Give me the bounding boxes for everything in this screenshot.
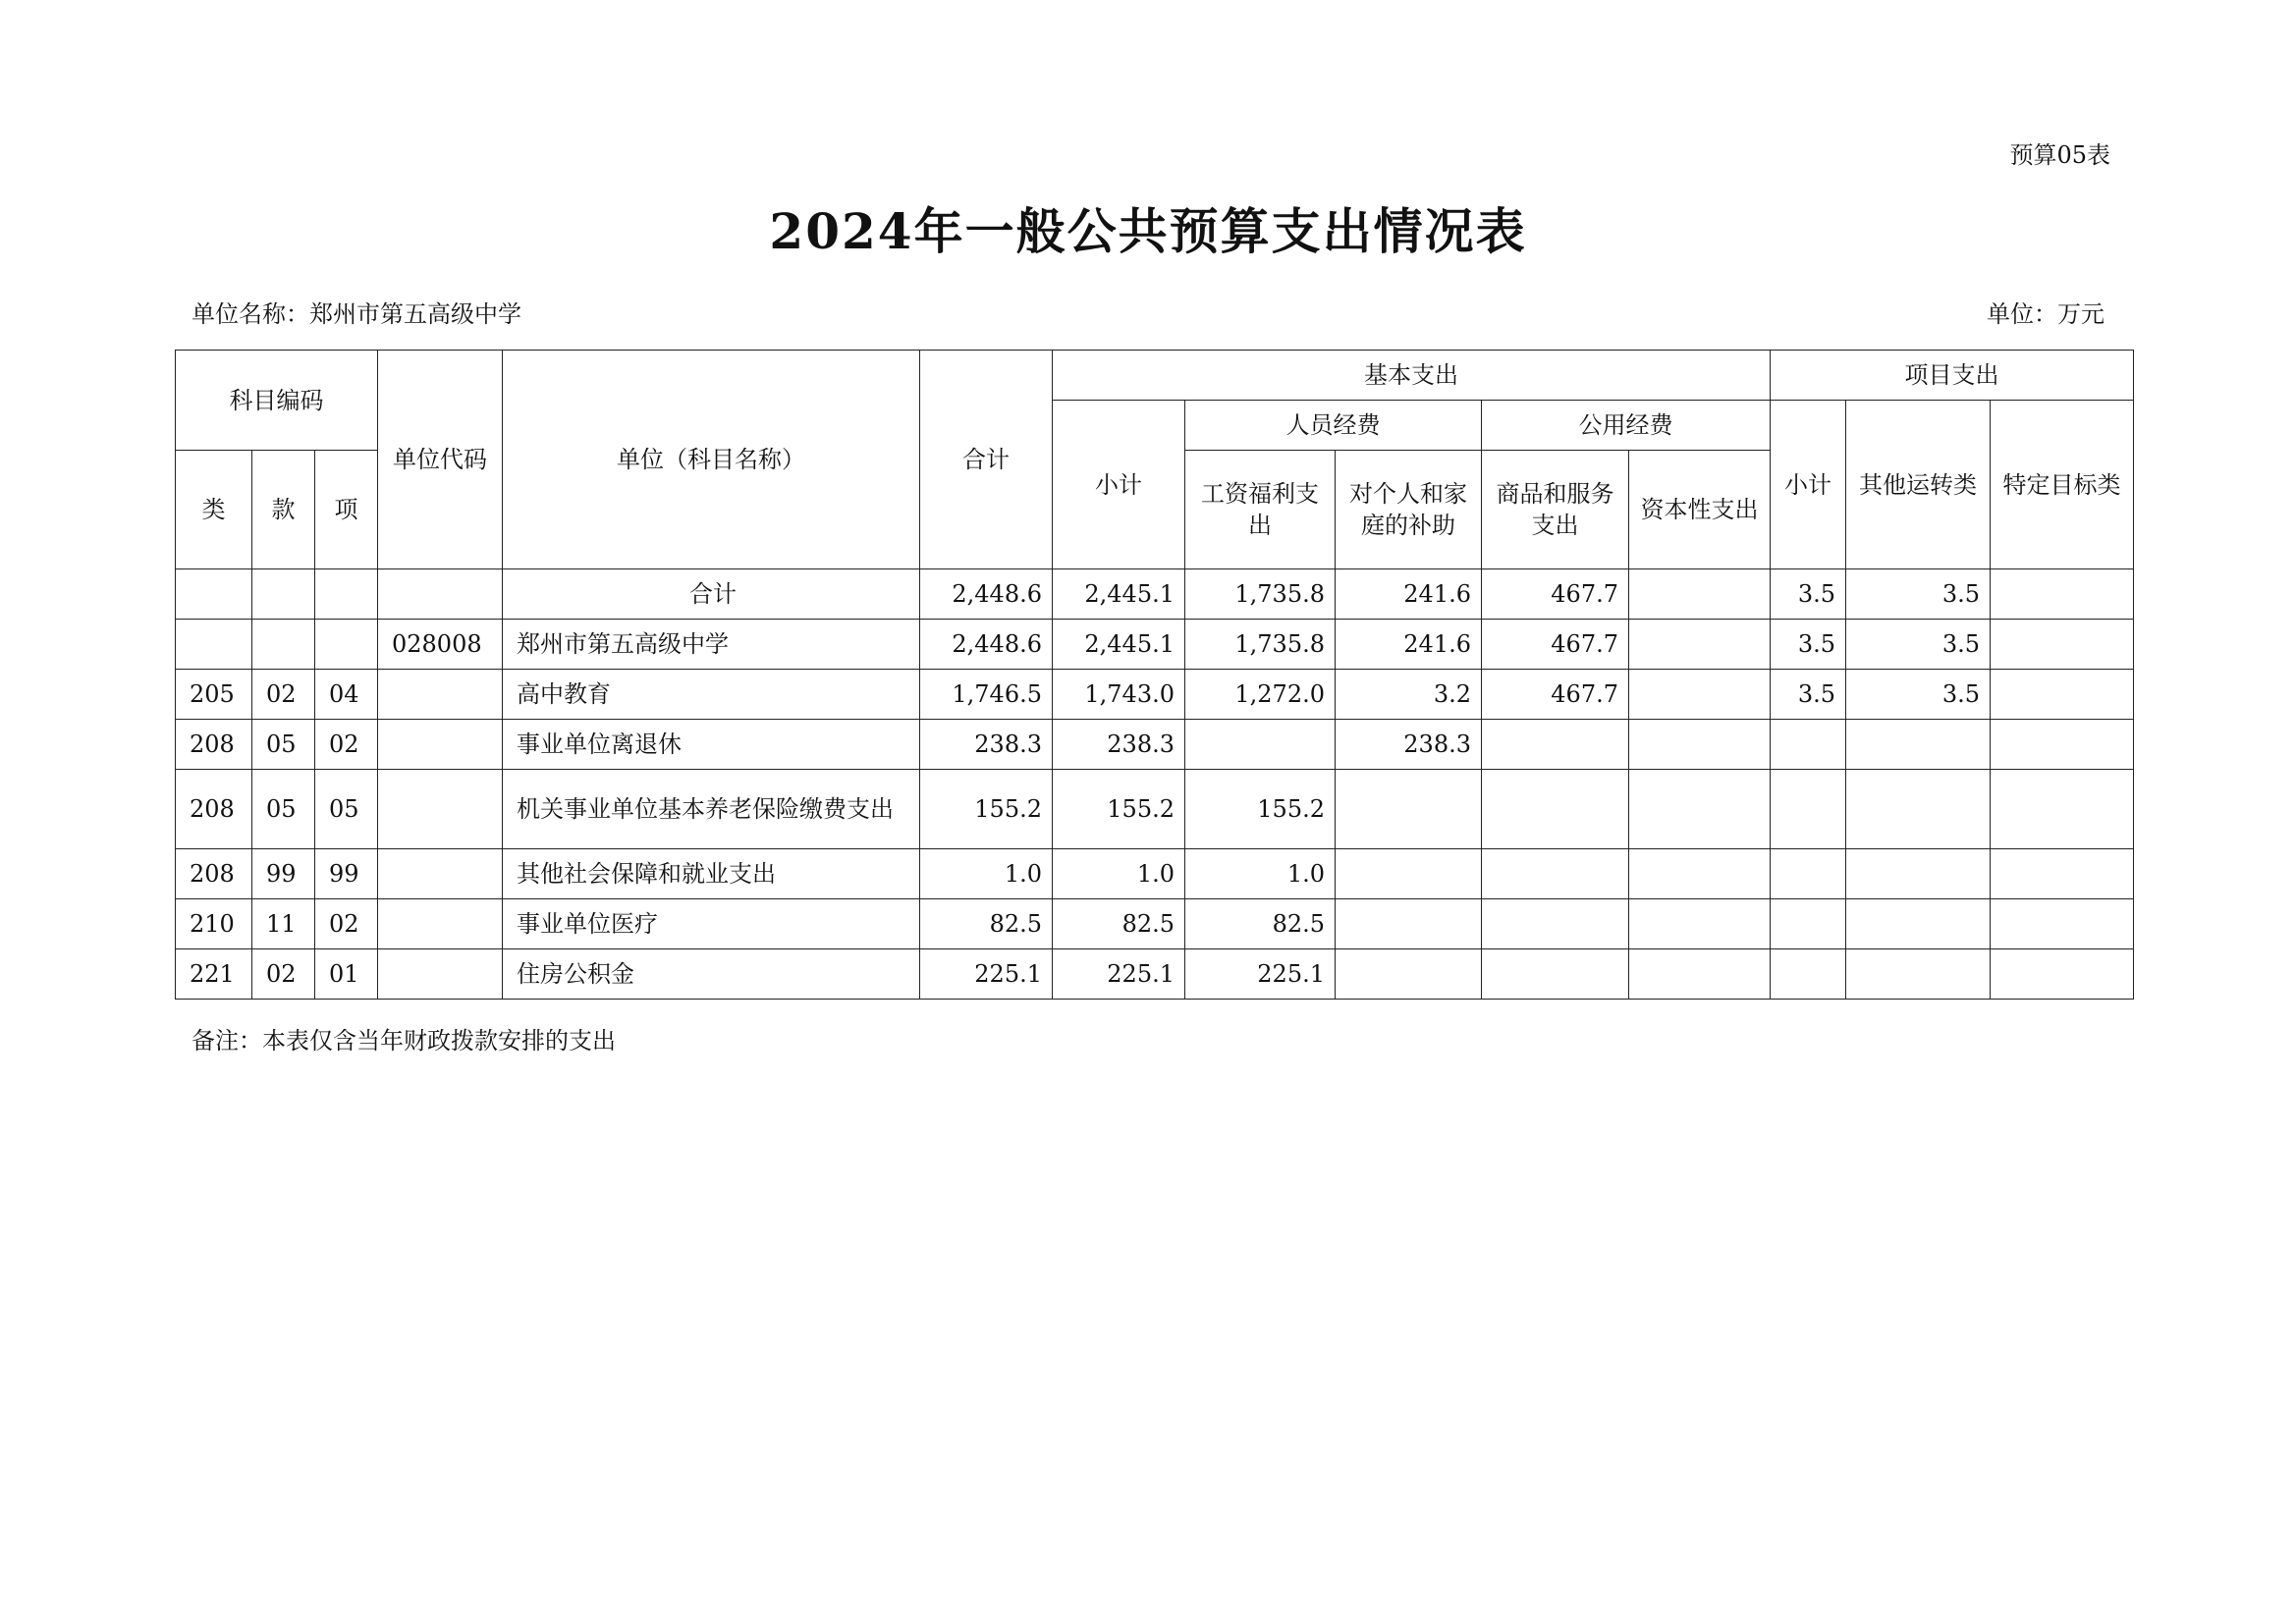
cell-capital xyxy=(1629,569,1771,620)
cell-project-subtotal: 3.5 xyxy=(1771,569,1846,620)
cell-other-operation: 3.5 xyxy=(1846,670,1991,720)
cell-other-operation xyxy=(1846,849,1991,899)
cell-kuan xyxy=(252,569,315,620)
cell-specific-target xyxy=(1991,899,2134,949)
cell-xiang: 02 xyxy=(315,899,378,949)
header-public-funds: 公用经费 xyxy=(1482,401,1771,451)
cell-basic-subtotal: 225.1 xyxy=(1053,949,1185,1000)
cell-salary: 1,735.8 xyxy=(1185,569,1336,620)
cell-total: 82.5 xyxy=(920,899,1053,949)
cell-goods: 467.7 xyxy=(1482,620,1629,670)
cell-unit-code xyxy=(378,849,503,899)
header-subject-code: 科目编码 xyxy=(176,351,378,451)
cell-name: 高中教育 xyxy=(503,670,920,720)
footnote: 备注：本表仅含当年财政拨款安排的支出 xyxy=(191,1027,616,1055)
cell-lei: 208 xyxy=(176,720,252,770)
header-basic-subtotal: 小计 xyxy=(1053,401,1185,569)
table-row xyxy=(176,949,2134,1000)
cell-lei: 210 xyxy=(176,899,252,949)
header-project-expense: 项目支出 xyxy=(1771,351,2134,401)
cell-other-operation xyxy=(1846,899,1991,949)
cell-goods xyxy=(1482,949,1629,1000)
cell-unit-code xyxy=(378,720,503,770)
header-salary-welfare: 工资福利支出 xyxy=(1185,451,1336,569)
cell-xiang: 01 xyxy=(315,949,378,1000)
cell-capital xyxy=(1629,620,1771,670)
cell-capital xyxy=(1629,849,1771,899)
table-row xyxy=(176,670,2134,720)
header-individual-family-subsidy: 对个人和家庭的补助 xyxy=(1336,451,1482,569)
cell-salary: 1,735.8 xyxy=(1185,620,1336,670)
cell-name: 事业单位医疗 xyxy=(503,899,920,949)
cell-kuan: 02 xyxy=(252,670,315,720)
cell-xiang: 99 xyxy=(315,849,378,899)
cell-other-operation: 3.5 xyxy=(1846,569,1991,620)
header-total: 合计 xyxy=(920,351,1053,569)
cell-kuan: 99 xyxy=(252,849,315,899)
cell-subsidy xyxy=(1336,899,1482,949)
cell-specific-target xyxy=(1991,569,2134,620)
header-project-subtotal: 小计 xyxy=(1771,401,1846,569)
table-row xyxy=(176,849,2134,899)
cell-total: 1,746.5 xyxy=(920,670,1053,720)
table-row xyxy=(176,720,2134,770)
cell-salary: 1.0 xyxy=(1185,849,1336,899)
cell-basic-subtotal: 2,445.1 xyxy=(1053,569,1185,620)
header-unit-code: 单位代码 xyxy=(378,351,503,569)
cell-lei: 221 xyxy=(176,949,252,1000)
table-row xyxy=(176,899,2134,949)
cell-lei: 208 xyxy=(176,770,252,849)
cell-name: 事业单位离退休 xyxy=(503,720,920,770)
cell-other-operation xyxy=(1846,770,1991,849)
cell-other-operation xyxy=(1846,720,1991,770)
cell-goods xyxy=(1482,899,1629,949)
cell-goods: 467.7 xyxy=(1482,670,1629,720)
cell-total: 1.0 xyxy=(920,849,1053,899)
cell-kuan: 02 xyxy=(252,949,315,1000)
cell-unit-code xyxy=(378,569,503,620)
cell-goods xyxy=(1482,849,1629,899)
cell-kuan: 05 xyxy=(252,770,315,849)
cell-basic-subtotal: 1,743.0 xyxy=(1053,670,1185,720)
cell-lei: 208 xyxy=(176,849,252,899)
cell-salary xyxy=(1185,720,1336,770)
cell-kuan: 05 xyxy=(252,720,315,770)
cell-project-subtotal: 3.5 xyxy=(1771,670,1846,720)
header-other-operation: 其他运转类 xyxy=(1846,401,1991,569)
cell-name: 合计 xyxy=(503,569,920,620)
cell-other-operation: 3.5 xyxy=(1846,620,1991,670)
cell-kuan xyxy=(252,620,315,670)
cell-project-subtotal xyxy=(1771,849,1846,899)
header-personnel: 人员经费 xyxy=(1185,401,1482,451)
cell-subsidy: 241.6 xyxy=(1336,569,1482,620)
cell-name: 住房公积金 xyxy=(503,949,920,1000)
cell-specific-target xyxy=(1991,849,2134,899)
cell-other-operation xyxy=(1846,949,1991,1000)
cell-salary: 82.5 xyxy=(1185,899,1336,949)
cell-unit-code: 028008 xyxy=(378,620,503,670)
cell-lei xyxy=(176,569,252,620)
budget-expenditure-table xyxy=(175,350,2134,1000)
cell-unit-code xyxy=(378,899,503,949)
cell-total: 155.2 xyxy=(920,770,1053,849)
cell-capital xyxy=(1629,949,1771,1000)
table-row xyxy=(176,620,2134,670)
cell-subsidy: 3.2 xyxy=(1336,670,1482,720)
cell-kuan: 11 xyxy=(252,899,315,949)
cell-project-subtotal: 3.5 xyxy=(1771,620,1846,670)
cell-basic-subtotal: 2,445.1 xyxy=(1053,620,1185,670)
header-specific-target: 特定目标类 xyxy=(1991,401,2134,569)
cell-total: 238.3 xyxy=(920,720,1053,770)
cell-specific-target xyxy=(1991,949,2134,1000)
cell-basic-subtotal: 1.0 xyxy=(1053,849,1185,899)
header-lei: 类 xyxy=(176,451,252,569)
cell-subsidy: 238.3 xyxy=(1336,720,1482,770)
header-unit-subject-name: 单位（科目名称） xyxy=(503,351,920,569)
header-xiang: 项 xyxy=(315,451,378,569)
cell-specific-target xyxy=(1991,770,2134,849)
header-capital: 资本性支出 xyxy=(1629,451,1771,569)
cell-specific-target xyxy=(1991,670,2134,720)
cell-capital xyxy=(1629,720,1771,770)
cell-lei xyxy=(176,620,252,670)
cell-xiang: 02 xyxy=(315,720,378,770)
header-basic-expense: 基本支出 xyxy=(1053,351,1771,401)
cell-goods xyxy=(1482,720,1629,770)
cell-goods: 467.7 xyxy=(1482,569,1629,620)
unit-measure-label: 单位：万元 xyxy=(1987,300,2105,328)
header-kuan: 款 xyxy=(252,451,315,569)
cell-basic-subtotal: 155.2 xyxy=(1053,770,1185,849)
cell-unit-code xyxy=(378,670,503,720)
cell-capital xyxy=(1629,899,1771,949)
cell-specific-target xyxy=(1991,620,2134,670)
cell-total: 225.1 xyxy=(920,949,1053,1000)
cell-name: 郑州市第五高级中学 xyxy=(503,620,920,670)
cell-salary: 225.1 xyxy=(1185,949,1336,1000)
cell-name: 其他社会保障和就业支出 xyxy=(503,849,920,899)
table-row xyxy=(176,770,2134,849)
cell-unit-code xyxy=(378,770,503,849)
header-goods-services: 商品和服务支出 xyxy=(1482,451,1629,569)
page-title: 2024年一般公共预算支出情况表 xyxy=(769,202,1527,260)
cell-subsidy xyxy=(1336,849,1482,899)
cell-goods xyxy=(1482,770,1629,849)
cell-specific-target xyxy=(1991,720,2134,770)
cell-salary: 1,272.0 xyxy=(1185,670,1336,720)
cell-project-subtotal xyxy=(1771,720,1846,770)
cell-subsidy: 241.6 xyxy=(1336,620,1482,670)
cell-xiang: 04 xyxy=(315,670,378,720)
cell-subsidy xyxy=(1336,770,1482,849)
cell-xiang xyxy=(315,620,378,670)
cell-xiang: 05 xyxy=(315,770,378,849)
form-number: 预算05表 xyxy=(2009,141,2110,169)
cell-xiang xyxy=(315,569,378,620)
cell-total: 2,448.6 xyxy=(920,569,1053,620)
cell-lei: 205 xyxy=(176,670,252,720)
cell-unit-code xyxy=(378,949,503,1000)
cell-capital xyxy=(1629,670,1771,720)
cell-basic-subtotal: 238.3 xyxy=(1053,720,1185,770)
cell-name: 机关事业单位基本养老保险缴费支出 xyxy=(503,770,920,849)
cell-total: 2,448.6 xyxy=(920,620,1053,670)
cell-salary: 155.2 xyxy=(1185,770,1336,849)
cell-project-subtotal xyxy=(1771,770,1846,849)
cell-project-subtotal xyxy=(1771,949,1846,1000)
cell-capital xyxy=(1629,770,1771,849)
cell-project-subtotal xyxy=(1771,899,1846,949)
cell-subsidy xyxy=(1336,949,1482,1000)
cell-basic-subtotal: 82.5 xyxy=(1053,899,1185,949)
table-row xyxy=(176,569,2134,620)
unit-name-label: 单位名称：郑州市第五高级中学 xyxy=(191,300,521,328)
